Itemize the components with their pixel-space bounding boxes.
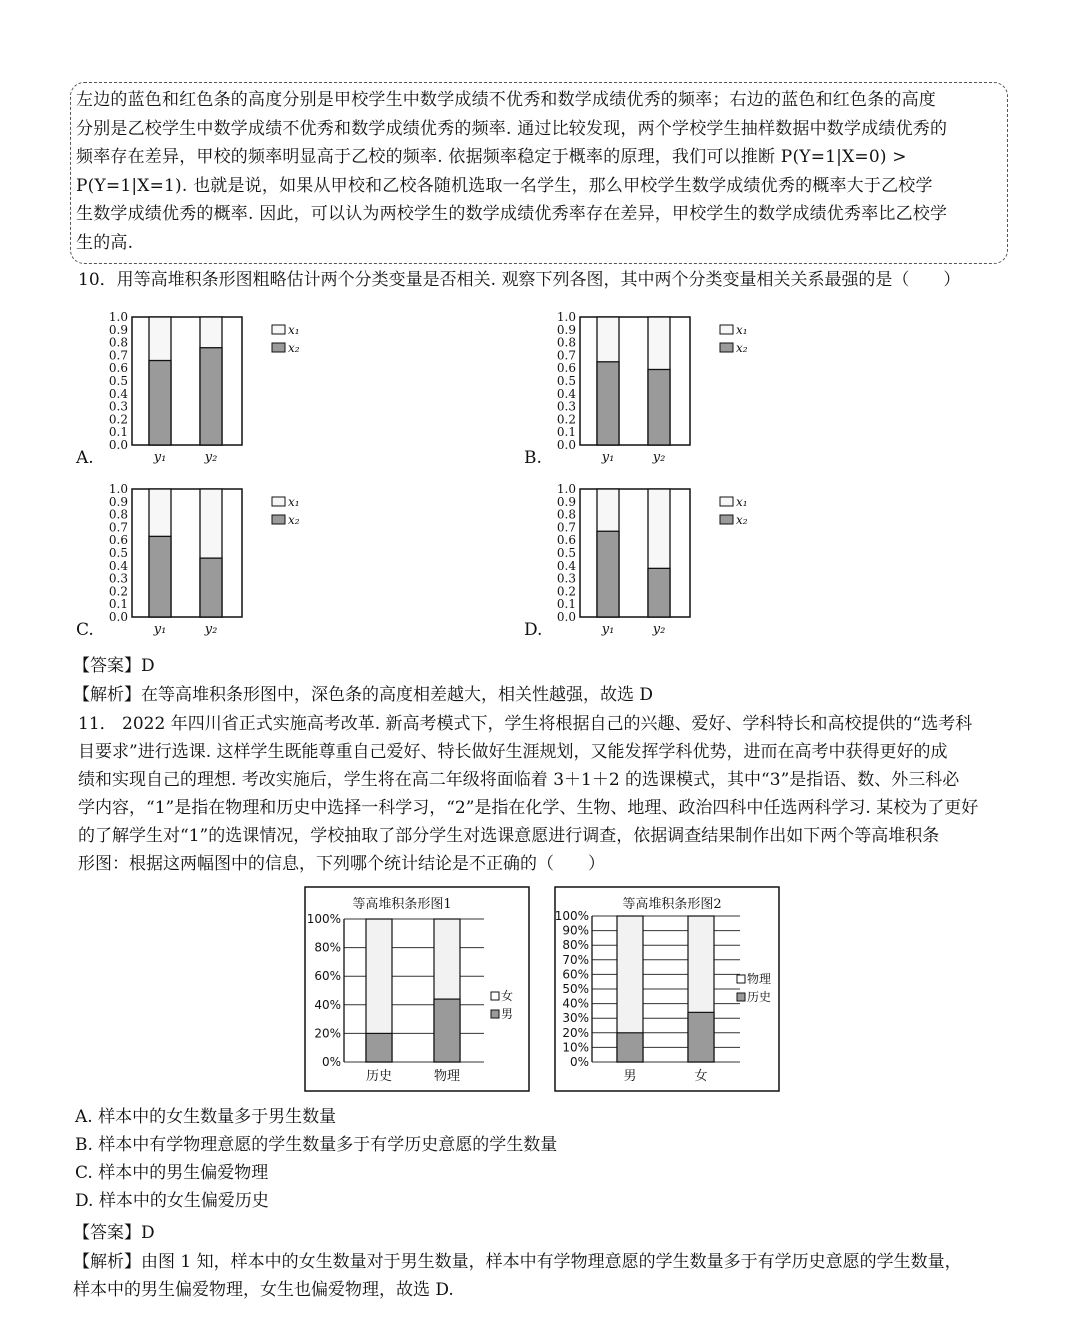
x-tick-label: 历史	[365, 1069, 393, 1084]
y-tick-label: 0.4	[108, 386, 128, 401]
q11-stem-line: 绩和实现自己的理想. 考改实施后，学生将在高二年级将面临着 3＋1＋2 的选课模式，其中“3”是指语、数、外三科必	[78, 770, 960, 790]
y-tick-label: 0.2	[556, 412, 576, 427]
legend-label: 历史	[747, 990, 772, 1004]
y-tick-label: 0.9	[108, 494, 128, 509]
q11-answer: 【答案】D	[73, 1223, 155, 1243]
y-tick-label: 0.1	[108, 597, 128, 612]
y-tick-label: 0.4	[556, 386, 576, 401]
y-tick-label: 1.0	[556, 482, 576, 496]
y-tick-label: 100%	[306, 912, 341, 926]
y-tick-label: 20%	[562, 1025, 589, 1040]
y-tick-label: 40%	[314, 997, 341, 1012]
bar-x2	[597, 531, 619, 617]
q11-analysis-line: 【解析】由图 1 知，样本中的女生数量对于男生数量，样本中有学物理意愿的学生数量多于有学历史意愿的学生数量，	[73, 1252, 962, 1272]
y-tick-label: 0.8	[556, 335, 576, 350]
option-label: D.	[524, 620, 543, 640]
y-tick-label: 0.0	[556, 610, 576, 624]
y-tick-label: 0.5	[556, 546, 576, 560]
y-tick-label: 60%	[562, 967, 589, 982]
explanation-text: 左边的蓝色和红色条的高度分别是甲校学生中数学成绩不优秀和数学成绩优秀的频率；右边的蓝色和红色条的高度 分别是乙校学生中数学成绩不优秀和数学成绩优秀的频率. 通过比较发现，两个学校学生抽样数据中数学成绩优秀的 频率存在差异，甲校的频率明显高于乙校的频率. 依据频率稳定于概率的原理，我们可以推断 P(Y=1|X=0) > P(Y=1|X=1). 也就是说，如果从甲校和乙校各随机选取一名学生，那么甲校学生数学成绩优秀的概率大于乙校学 生数学成绩优秀的概率. 因此，可以认为两校学生的数学成绩优秀率存在差异，甲校学生的数学成绩优秀率比乙校学 生的高.	[76, 90, 948, 253]
option-d: D. 样本中的女生偏爱历史	[75, 1191, 269, 1211]
y-tick-label: 1.0	[108, 482, 128, 496]
y-tick-label: 0.9	[556, 322, 576, 337]
y-tick-label: 30%	[562, 1011, 589, 1026]
y-tick-label: 60%	[314, 969, 341, 984]
y-tick-label: 0.5	[108, 374, 128, 388]
legend-swatch	[720, 515, 733, 524]
y-tick-label: 0.0	[108, 438, 128, 452]
y-tick-label: 0.8	[556, 507, 576, 522]
option-a: A. 样本中的女生数量多于男生数量	[75, 1107, 337, 1127]
q11-analysis	[73, 1248, 962, 1304]
bar-dark	[366, 1033, 392, 1062]
x-tick-label: y₁	[153, 450, 167, 465]
legend-label: 物理	[747, 972, 772, 986]
legend-swatch	[491, 992, 499, 1000]
legend-swatch	[737, 975, 745, 983]
q10-answer: 【答案】D	[73, 656, 155, 676]
y-tick-label: 90%	[562, 923, 589, 938]
q11-stem-line: 目要求”进行选课. 这样学生既能尊重自己爱好、特长做好生涯规划，又能发挥学科优势，进而在高考中获得更好的成	[78, 742, 948, 762]
y-tick-label: 20%	[314, 1026, 341, 1041]
bar-x2	[200, 558, 222, 617]
option-c: C. 样本中的男生偏爱物理	[75, 1163, 269, 1183]
legend-label: x₁	[736, 495, 748, 509]
q11-stem	[78, 710, 978, 878]
bar-x2	[149, 536, 171, 617]
y-tick-label: 0.3	[108, 399, 128, 414]
y-tick-label: 0.3	[108, 571, 128, 586]
bar-dark	[434, 999, 460, 1062]
x-tick-label: 男	[623, 1069, 637, 1084]
legend-label: x₂	[288, 513, 300, 527]
q11-stem-line: 学内容，“1”是指在物理和历史中选择一科学习，“2”是指在化学、生物、地理、政治四科中任选两科学习. 某校为了更好	[78, 798, 979, 818]
x-tick-label: y₁	[601, 622, 615, 637]
y-tick-label: 0.0	[108, 610, 128, 624]
legend-label: x₂	[288, 341, 300, 355]
y-tick-label: 70%	[562, 952, 589, 967]
y-tick-label: 0.7	[108, 348, 128, 363]
bar-x2	[597, 362, 619, 445]
x-tick-label: y₂	[652, 622, 666, 637]
x-tick-label: 女	[694, 1069, 708, 1084]
legend-label: x₂	[736, 513, 748, 527]
y-tick-label: 0.7	[556, 348, 576, 363]
y-tick-label: 80%	[562, 938, 589, 953]
option-b: B. 样本中有学物理意愿的学生数量多于有学历史意愿的学生数量	[75, 1135, 558, 1155]
x-tick-label: y₁	[601, 450, 615, 465]
bar-x2	[200, 348, 222, 445]
chart-a	[70, 305, 500, 475]
chart-figure-2	[554, 886, 780, 1092]
x-tick-label: 物理	[433, 1069, 461, 1084]
y-tick-label: 0.8	[108, 335, 128, 350]
bar-x2	[149, 361, 171, 445]
legend-swatch	[720, 325, 733, 334]
chart-title: 等高堆积条形图2	[622, 897, 722, 912]
y-tick-label: 0.5	[108, 546, 128, 560]
y-tick-label: 0.2	[108, 412, 128, 427]
y-tick-label: 0.4	[108, 558, 128, 573]
y-tick-label: 0.9	[108, 322, 128, 337]
y-tick-label: 0%	[321, 1055, 341, 1069]
bar-x2	[648, 568, 670, 617]
legend-label: 女	[501, 989, 514, 1003]
option-label: A.	[76, 448, 94, 468]
y-tick-label: 0.7	[556, 520, 576, 535]
chart-d	[518, 477, 948, 647]
x-tick-label: y₂	[204, 622, 218, 637]
chart-b	[518, 305, 948, 475]
y-tick-label: 0.9	[556, 494, 576, 509]
y-tick-label: 0.6	[556, 533, 576, 548]
q11-analysis-line: 样本中的男生偏爱物理，女生也偏爱物理，故选 D.	[73, 1280, 454, 1300]
y-tick-label: 0.2	[556, 584, 576, 599]
chart-figure-1	[304, 886, 530, 1092]
legend-label: 男	[501, 1007, 514, 1021]
y-tick-label: 1.0	[556, 310, 576, 324]
q11-stem-line: 11． 2022 年四川省正式实施高考改革. 新高考模式下，学生将根据自己的兴趣、爱好、学科特长和高校提供的“选考科	[78, 714, 973, 734]
legend-label: x₁	[288, 323, 300, 337]
legend-swatch	[272, 325, 285, 334]
legend-swatch	[491, 1010, 499, 1018]
chart-c	[70, 477, 500, 647]
option-label: C.	[76, 620, 94, 640]
y-tick-label: 0%	[569, 1055, 589, 1069]
x-tick-label: y₂	[204, 450, 218, 465]
option-label: B.	[524, 448, 542, 468]
y-tick-label: 0.4	[556, 558, 576, 573]
y-tick-label: 0.7	[108, 520, 128, 535]
x-tick-label: y₂	[652, 450, 666, 465]
bar-x2	[648, 369, 670, 445]
y-tick-label: 0.1	[108, 425, 128, 440]
legend-label: x₂	[736, 341, 748, 355]
legend-swatch	[272, 343, 285, 352]
y-tick-label: 50%	[562, 982, 589, 996]
legend-swatch	[272, 515, 285, 524]
chart-title: 等高堆积条形图1	[352, 897, 452, 912]
q10-analysis: 【解析】在等高堆积条形图中，深色条的高度相差越大，相关性越强，故选 D	[73, 685, 654, 705]
legend-label: x₁	[288, 495, 300, 509]
y-tick-label: 0.6	[108, 533, 128, 548]
y-tick-label: 0.5	[556, 374, 576, 388]
y-tick-label: 0.2	[108, 584, 128, 599]
y-tick-label: 40%	[562, 996, 589, 1011]
q11-options	[75, 1103, 557, 1215]
bar-dark	[617, 1033, 643, 1062]
q11-stem-line: 的了解学生对“1”的选课情况，学校抽取了部分学生对选课意愿进行调查，依据调查结果制作出如下两个等高堆积条	[78, 826, 940, 846]
q11-stem-line: 形图：根据这两幅图中的信息，下列哪个统计结论是不正确的（ ）	[78, 854, 605, 874]
q10-stem: 10．用等高堆积条形图粗略估计两个分类变量是否相关. 观察下列各图，其中两个分类变量相关关系最强的是（ ）	[78, 270, 961, 290]
y-tick-label: 80%	[314, 940, 341, 955]
legend-swatch	[720, 497, 733, 506]
y-tick-label: 1.0	[108, 310, 128, 324]
y-tick-label: 0.3	[556, 399, 576, 414]
x-tick-label: y₁	[153, 622, 167, 637]
y-tick-label: 0.6	[556, 361, 576, 376]
legend-label: x₁	[736, 323, 748, 337]
y-tick-label: 10%	[562, 1040, 589, 1055]
y-tick-label: 0.6	[108, 361, 128, 376]
legend-swatch	[720, 343, 733, 352]
y-tick-label: 100%	[554, 909, 589, 923]
y-tick-label: 0.1	[556, 425, 576, 440]
y-tick-label: 0.1	[556, 597, 576, 612]
y-tick-label: 0.3	[556, 571, 576, 586]
legend-swatch	[272, 497, 285, 506]
bar-dark	[688, 1012, 714, 1062]
y-tick-label: 0.0	[556, 438, 576, 452]
legend-swatch	[737, 993, 745, 1001]
y-tick-label: 0.8	[108, 507, 128, 522]
